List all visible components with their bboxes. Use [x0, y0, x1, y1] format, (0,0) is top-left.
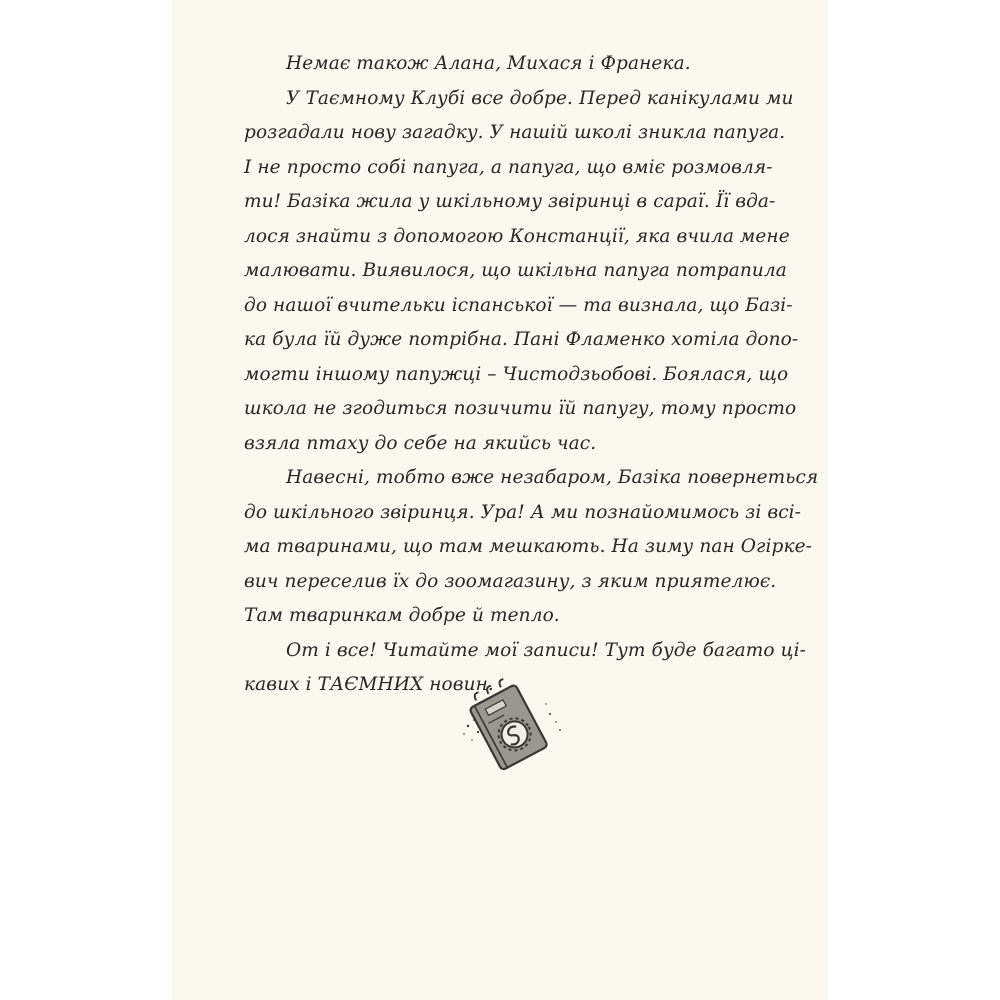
text-line: Там тваринкам добре й тепло. — [244, 605, 560, 626]
text-line: вич переселив їх до зоомагазину, з яким приятелює. — [244, 570, 777, 592]
text-line: до шкільного звіринця. Ура! А ми познайомимось зі всі- — [244, 501, 802, 523]
text-line: ти! Базіка жила у шкільному звіринці в сараї. Її вда- — [244, 191, 776, 212]
text-line: школа не згодиться позичити їй папугу, тому просто — [244, 398, 797, 419]
text-line: ма тваринами, що там мешкають. На зиму пан Огірке- — [244, 536, 812, 557]
text-line: Немає також Алана, Михася і Франека. — [286, 53, 691, 74]
text-line: малювати. Виявилося, що шкільна папуга потрапила — [244, 260, 787, 281]
text-line: могти іншому папужці – Чистодзьобові. Боялася, що — [244, 363, 789, 385]
notebook-illustration — [450, 674, 570, 784]
text-line: взяла птаху до себе на якийсь час. — [244, 432, 597, 454]
text-line: Навесні, тобто вже незабаром, Базіка повернеться — [286, 467, 819, 488]
text-line: розгадали нову загадку. У нашій школі зникла папуга. — [244, 122, 786, 143]
body-text — [244, 47, 819, 703]
text-line: лося знайти з допомогою Констанції, яка вчила мене — [244, 225, 790, 247]
text-line: І не просто собі папуга, а папуга, що вміє розмовля- — [244, 156, 773, 178]
text-line: У Таємному Клубі все добре. Перед канікулами ми — [286, 87, 794, 109]
text-line: От і все! Читайте мої записи! Тут буде багато ці- — [286, 639, 806, 661]
book-page — [172, 0, 828, 1000]
text-line: до нашої вчительки іспанської — та визнала, що Базі- — [244, 294, 793, 316]
text-line: кавих і ТАЄМНИХ новин. — [244, 674, 494, 695]
text-line: ка була їй дуже потрібна. Пані Фламенко хотіла допо- — [244, 329, 799, 350]
